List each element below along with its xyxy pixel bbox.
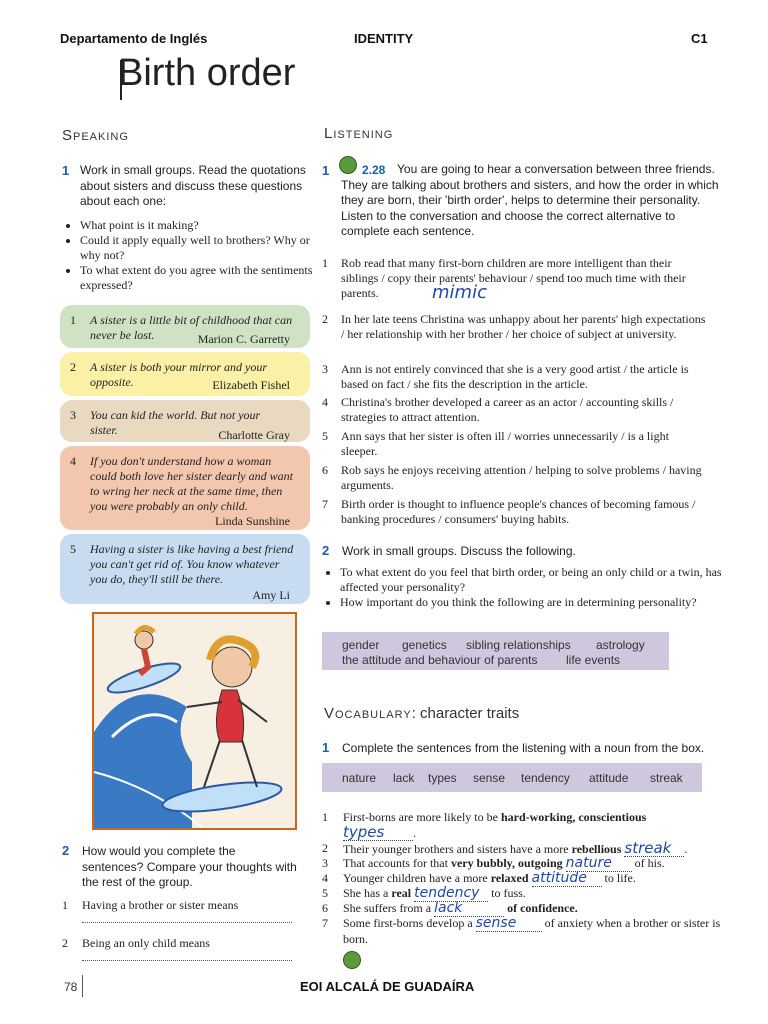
quote-number: 2: [70, 360, 76, 374]
speaking-question: • Could it apply equally well to brothers? Why or why not?: [80, 233, 325, 263]
quote-card: [60, 305, 310, 348]
answer-handwritten[interactable]: streak: [624, 841, 684, 857]
footer-school: EOI ALCALÁ DE GUADAÍRA: [300, 979, 475, 994]
factor-word: gender: [342, 638, 380, 652]
sentence-starter: 2 Being an only child means: [62, 936, 210, 950]
listening-item[interactable]: 2 In her late teens Christina was unhappy about her parents' high expectations / her relationship with her brother / her choice of subject at university.: [322, 312, 706, 341]
quote-author: Linda Sunshine: [215, 514, 290, 528]
quote-text: You can kid the world. But not your sister.: [90, 408, 261, 437]
factor-word: astrology: [596, 638, 645, 652]
box-word: types: [428, 771, 457, 785]
page-number: 78: [64, 980, 78, 994]
listening-item[interactable]: 4 Christina's brother developed a career as an actor / accounting skills / strategies to attract attention.: [322, 395, 674, 424]
vocab-sentence[interactable]: 7 Some first-borns develop a sense of anxiety when a brother or sister is born.: [322, 915, 721, 946]
quote-author: Charlotte Gray: [218, 428, 290, 442]
speaking-ex1-instructions: Work in small groups. Read the quotations about sisters and discuss these questions about each one:: [80, 163, 306, 208]
header-level: C1: [691, 31, 708, 46]
listening-ex1-number: 1: [322, 163, 330, 178]
factor-word: sibling relationships: [466, 638, 571, 652]
box-word: lack: [393, 771, 415, 785]
vocabulary-ex1-instructions: Complete the sentences from the listening with a noun from the box.: [342, 741, 705, 755]
quote-author: Marion C. Garretty: [197, 332, 290, 346]
factor-word: life events: [566, 653, 621, 667]
vocabulary-heading: Vocabulary: character traits: [324, 705, 520, 722]
quote-card: [60, 352, 310, 396]
speaking-ex1-number: 1: [62, 163, 70, 178]
listening-item[interactable]: 6 Rob says he enjoys receiving attention / helping to solve problems / having arguments.: [322, 463, 702, 492]
listening-item[interactable]: 5 Ann says that her sister is often ill / worries unnecessarily / is a light sleeper.: [322, 429, 669, 458]
quote-card: [60, 446, 310, 530]
handwritten-note: mimic: [432, 282, 487, 303]
vocab-sentence[interactable]: 2 Their younger brothers and sisters have a more rebellious streak .: [322, 839, 688, 857]
speaking-heading: Speaking: [62, 127, 129, 144]
factor-word: genetics: [402, 638, 447, 652]
answer-handwritten[interactable]: sense: [476, 916, 542, 932]
answer-handwritten[interactable]: lack: [434, 901, 504, 917]
discussion-point: • To what extent do you feel that birth order, or being an only child or a twin, has affected your personality?: [340, 565, 730, 595]
word-box: [322, 763, 702, 792]
answer-handwritten[interactable]: attitude: [532, 871, 602, 887]
quote-author: Amy Li: [252, 588, 290, 602]
speaking-question: • To what extent do you agree with the sentiments expressed?: [80, 263, 325, 293]
listening-ex1-instructions: You are going to hear a conversation between three friends. They are talking about brothers and sisters, and how the order in which they are born, their 'birth order', helps to determine their personality. Listen to the conversation and choose the correct alternative to complete each sentence.: [341, 162, 719, 238]
quote-number: 5: [70, 542, 76, 556]
listening-ex2-instructions: Work in small groups. Discuss the following.: [342, 544, 576, 558]
factor-word: the attitude and behaviour of parents: [342, 653, 538, 667]
vocab-sentence[interactable]: 3 That accounts for that very bubbly, outgoing nature of his.: [322, 855, 665, 871]
vocab-sentence[interactable]: 5 She has a real tendency to fuss.: [322, 885, 526, 901]
box-word: streak: [650, 771, 683, 785]
listening-item[interactable]: 7 Birth order is thought to influence people's chances of becoming famous / banking procedures / consumers' buying habits.: [322, 497, 696, 526]
answer-handwritten[interactable]: nature: [566, 856, 632, 872]
vocab-sentence[interactable]: 4 Younger children have a more relaxed attitude to life.: [322, 870, 636, 886]
speaking-questions: [62, 218, 325, 293]
vocabulary-ex1-number: 1: [322, 740, 330, 755]
quote-card: [60, 400, 310, 442]
box-word: sense: [473, 771, 506, 785]
discussion-point: • How important do you think the following are in determining personality?: [340, 595, 730, 610]
footer-divider: [82, 975, 83, 997]
header-topic: IDENTITY: [354, 31, 414, 46]
listening-discussion-points: [322, 565, 730, 610]
box-word: tendency: [521, 771, 570, 785]
listening-heading: Listening: [324, 125, 394, 142]
quote-text: Having a sister is like having a best friend you can't get rid of. You know whatever you do, they'll still be there.: [90, 542, 294, 586]
audio-cd-icon[interactable]: [343, 951, 361, 969]
factors-box: [322, 632, 669, 670]
quote-text: A sister is both your mirror and your opposite.: [90, 360, 268, 389]
answer-handwritten[interactable]: tendency: [414, 886, 488, 902]
vocab-sentence[interactable]: 6 She suffers from a lack of confidence.: [322, 900, 578, 916]
answer-line[interactable]: [82, 922, 292, 923]
speaking-question: • What point is it making?: [80, 218, 325, 233]
quote-number: 3: [70, 408, 76, 422]
quote-text: If you don't understand how a woman could both love her sister dearly and want to wring her neck at the same time, then you were probably an only child.: [90, 454, 293, 513]
listening-item[interactable]: 3 Ann is not entirely convinced that she is a very good artist / the article is based on fact / she fits the description in the article.: [322, 362, 689, 391]
track-number: 2.28: [362, 163, 386, 177]
quote-author: Elizabeth Fishel: [212, 378, 290, 392]
answer-line[interactable]: [82, 960, 292, 961]
listening-item[interactable]: 1 Rob read that many first-born children are more intelligent than their siblings / copy their parents' behaviour / spend too much time with their parents.: [322, 256, 686, 300]
speaking-ex2-instructions: How would you complete the sentences? Compare your thoughts with the rest of the group.: [82, 844, 297, 889]
quote-text: A sister is a little bit of childhood that can never be lost.: [90, 313, 293, 342]
vocab-sentence[interactable]: 1 First-borns are more likely to be hard-working, conscientious types .: [322, 810, 647, 841]
speaking-ex2-number: 2: [62, 843, 70, 858]
header-department: Departamento de Inglés: [60, 31, 208, 46]
surfing-sisters-illustration: [92, 612, 297, 830]
answer-handwritten[interactable]: types: [343, 825, 413, 841]
listening-ex2-number: 2: [322, 543, 330, 558]
box-word: attitude: [589, 771, 629, 785]
quote-number: 4: [70, 454, 76, 468]
box-word: nature: [342, 771, 377, 785]
sentence-starter: 1 Having a brother or sister means: [62, 898, 239, 912]
quote-number: 1: [70, 313, 76, 327]
quote-card: [60, 534, 310, 604]
page-title: Birth order: [118, 52, 296, 94]
